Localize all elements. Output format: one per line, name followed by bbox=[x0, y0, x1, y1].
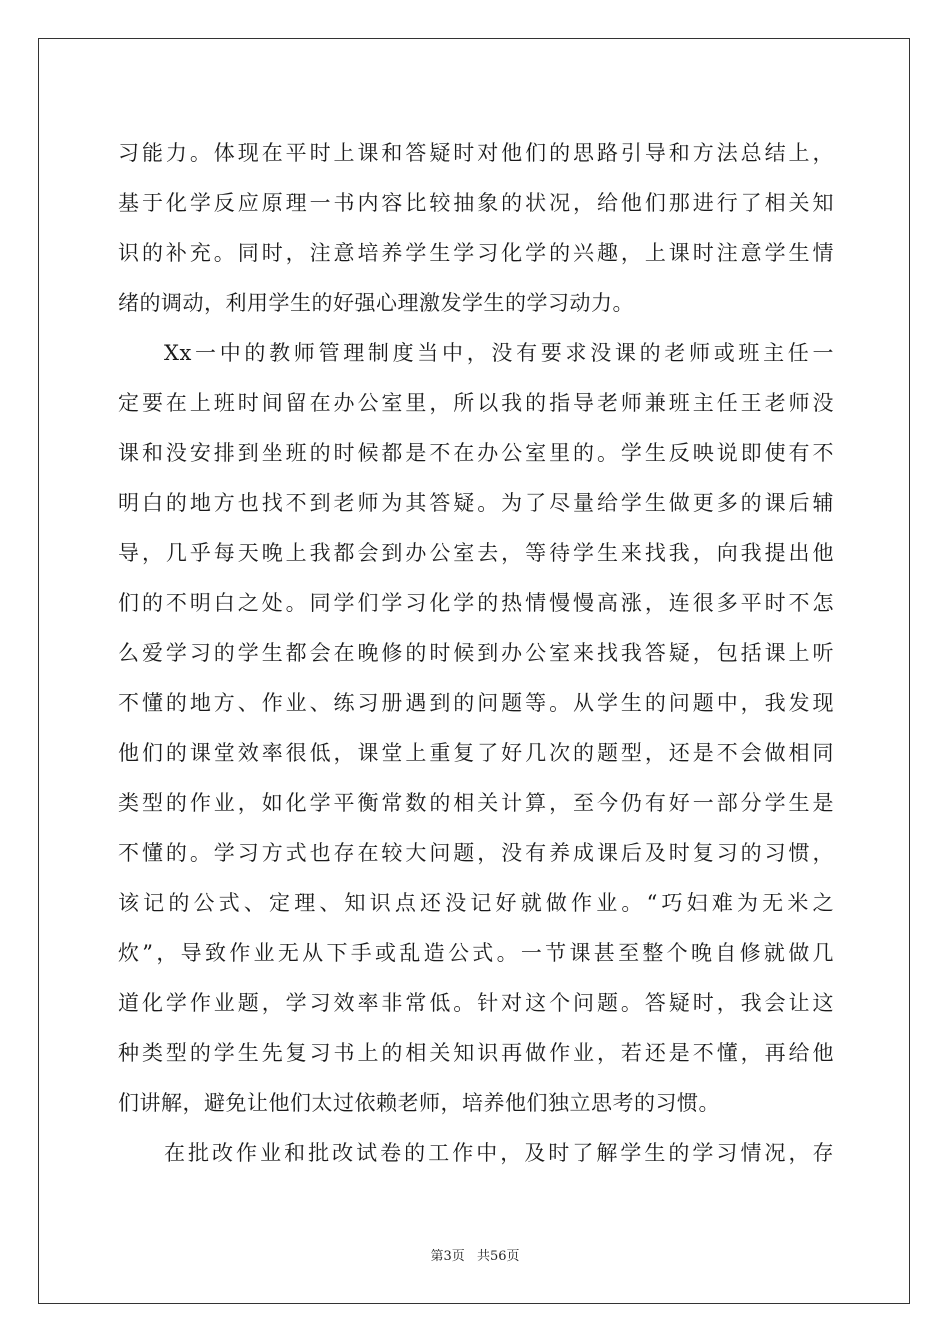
page-number: 第3页 bbox=[430, 1249, 465, 1264]
text-line: 识的补充。同时，注意培养学生学习化学的兴趣，上课时注意学生情 bbox=[118, 241, 834, 265]
text-line: Xx一中的教师管理制度当中，没有要求没课的老师或班主任一 bbox=[164, 341, 834, 365]
text-line: 导，几乎每天晚上我都会到办公室去，等待学生来找我，向我提出他 bbox=[118, 541, 834, 565]
text-line: 不懂的。学习方式也存在较大问题，没有养成课后及时复习的习惯， bbox=[118, 841, 834, 865]
document-body bbox=[118, 128, 834, 1178]
text-line: 么爱学习的学生都会在晚修的时候到办公室来找我答疑，包括课上听 bbox=[118, 641, 834, 665]
text-line: 定要在上班时间留在办公室里，所以我的指导老师兼班主任王老师没 bbox=[118, 391, 834, 415]
total-pages: 共56页 bbox=[476, 1249, 520, 1264]
text-line: 基于化学反应原理一书内容比较抽象的状况，给他们那进行了相关知 bbox=[118, 191, 834, 215]
text-line: 在批改作业和批改试卷的工作中，及时了解学生的学习情况，存 bbox=[164, 1141, 834, 1165]
text-line: 道化学作业题，学习效率非常低。针对这个问题。答疑时，我会让这 bbox=[118, 991, 834, 1015]
text-line: 绪的调动，利用学生的好强心理激发学生的学习动力。 bbox=[118, 291, 634, 315]
page-footer bbox=[0, 1245, 950, 1264]
text-line: 该记的公式、定理、知识点还没记好就做作业。“巧妇难为无米之 bbox=[118, 891, 834, 915]
text-line: 种类型的学生先复习书上的相关知识再做作业，若还是不懂，再给他 bbox=[118, 1041, 834, 1065]
text-line: 明白的地方也找不到老师为其答疑。为了尽量给学生做更多的课后辅 bbox=[118, 491, 834, 515]
text-line: 们讲解，避免让他们太过依赖老师，培养他们独立思考的习惯。 bbox=[118, 1091, 720, 1115]
text-line: 习能力。体现在平时上课和答疑时对他们的思路引导和方法总结上， bbox=[118, 141, 834, 165]
text-line: 不懂的地方、作业、练习册遇到的问题等。从学生的问题中，我发现 bbox=[118, 691, 834, 715]
text-line: 炊”，导致作业无从下手或乱造公式。一节课甚至整个晚自修就做几 bbox=[118, 941, 834, 965]
text-line: 课和没安排到坐班的时候都是不在办公室里的。学生反映说即使有不 bbox=[118, 441, 834, 465]
text-line: 他们的课堂效率很低，课堂上重复了好几次的题型，还是不会做相同 bbox=[118, 741, 834, 765]
text-line: 们的不明白之处。同学们学习化学的热情慢慢高涨，连很多平时不怎 bbox=[118, 591, 834, 615]
text-line: 类型的作业，如化学平衡常数的相关计算，至今仍有好一部分学生是 bbox=[118, 791, 834, 815]
